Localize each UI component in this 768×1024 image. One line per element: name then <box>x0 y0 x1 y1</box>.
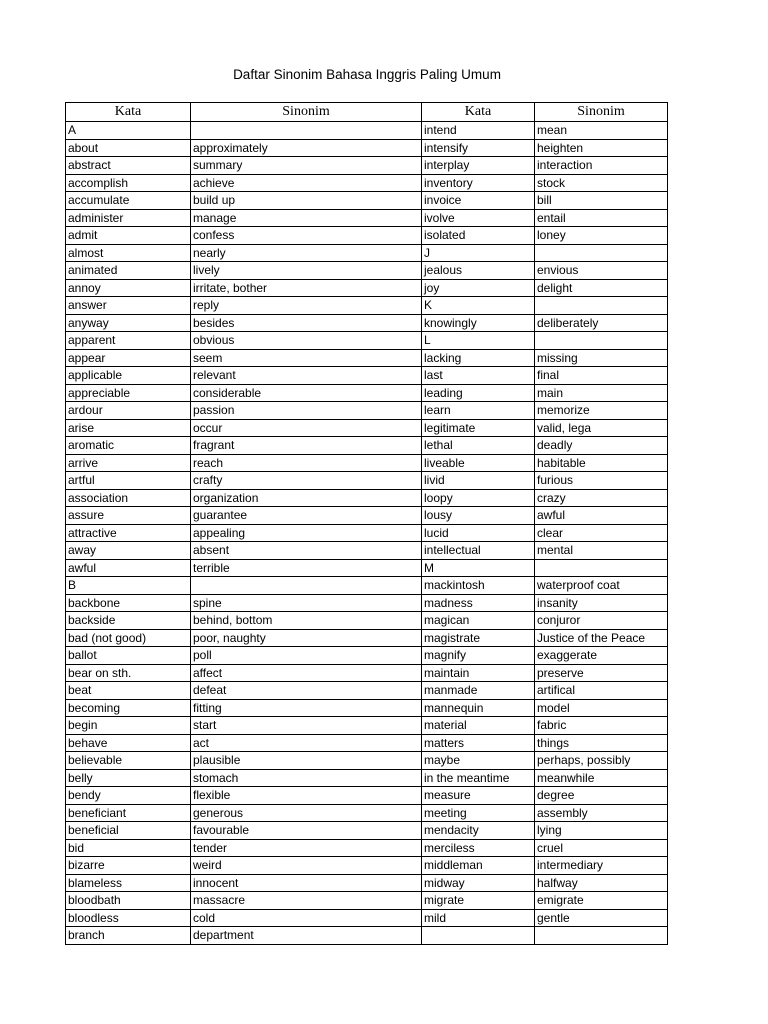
cell-kata-left: accomplish <box>66 174 191 192</box>
table-row <box>66 122 668 140</box>
cell-kata-left: arrive <box>66 454 191 472</box>
cell-sinonim-right: preserve <box>535 664 668 682</box>
cell-sinonim-right: awful <box>535 507 668 525</box>
cell-kata-right: knowingly <box>422 314 535 332</box>
cell-sinonim-left: start <box>191 717 422 735</box>
cell-kata-left: A <box>66 122 191 140</box>
cell-sinonim-left: summary <box>191 157 422 175</box>
cell-kata-right: ivolve <box>422 209 535 227</box>
table-row <box>66 629 668 647</box>
cell-sinonim-left: poll <box>191 647 422 665</box>
cell-kata-left: animated <box>66 262 191 280</box>
cell-sinonim-left: obvious <box>191 332 422 350</box>
table-row <box>66 524 668 542</box>
cell-sinonim-right: missing <box>535 349 668 367</box>
cell-kata-right: intensify <box>422 139 535 157</box>
cell-sinonim-right: valid, lega <box>535 419 668 437</box>
table-row <box>66 349 668 367</box>
cell-sinonim-left: absent <box>191 542 422 560</box>
cell-kata-left: bendy <box>66 787 191 805</box>
table-row <box>66 927 668 945</box>
cell-sinonim-right: interaction <box>535 157 668 175</box>
cell-sinonim-left: innocent <box>191 874 422 892</box>
cell-kata-right: learn <box>422 402 535 420</box>
table-row <box>66 804 668 822</box>
cell-kata-right: mendacity <box>422 822 535 840</box>
cell-kata-right: midway <box>422 874 535 892</box>
cell-sinonim-left: achieve <box>191 174 422 192</box>
cell-kata-left: annoy <box>66 279 191 297</box>
table-row <box>66 384 668 402</box>
cell-kata-left: beneficial <box>66 822 191 840</box>
cell-sinonim-left <box>191 577 422 595</box>
table-row <box>66 139 668 157</box>
table-row <box>66 454 668 472</box>
table-row <box>66 734 668 752</box>
cell-sinonim-left: affect <box>191 664 422 682</box>
cell-kata-right: leading <box>422 384 535 402</box>
table-row <box>66 769 668 787</box>
table-row <box>66 437 668 455</box>
cell-kata-left: believable <box>66 752 191 770</box>
cell-sinonim-left: lively <box>191 262 422 280</box>
cell-sinonim-right: deadly <box>535 437 668 455</box>
cell-sinonim-left: occur <box>191 419 422 437</box>
cell-sinonim-right: waterproof coat <box>535 577 668 595</box>
table-row <box>66 244 668 262</box>
table-row <box>66 402 668 420</box>
cell-kata-left: answer <box>66 297 191 315</box>
cell-sinonim-right: halfway <box>535 874 668 892</box>
cell-sinonim-left: flexible <box>191 787 422 805</box>
cell-sinonim-right: habitable <box>535 454 668 472</box>
cell-sinonim-right: memorize <box>535 402 668 420</box>
table-row <box>66 227 668 245</box>
cell-sinonim-left: irritate, bother <box>191 279 422 297</box>
table-row <box>66 874 668 892</box>
cell-kata-right: manmade <box>422 682 535 700</box>
cell-sinonim-left: act <box>191 734 422 752</box>
cell-sinonim-right: perhaps, possibly <box>535 752 668 770</box>
cell-kata-left: bloodbath <box>66 892 191 910</box>
table-header-row <box>66 103 668 122</box>
table-row <box>66 507 668 525</box>
cell-kata-left: abstract <box>66 157 191 175</box>
cell-sinonim-left: stomach <box>191 769 422 787</box>
cell-kata-left: beat <box>66 682 191 700</box>
cell-kata-right: meeting <box>422 804 535 822</box>
cell-sinonim-left: nearly <box>191 244 422 262</box>
cell-kata-left: apparent <box>66 332 191 350</box>
cell-kata-right: lethal <box>422 437 535 455</box>
cell-sinonim-right: degree <box>535 787 668 805</box>
cell-kata-right: maintain <box>422 664 535 682</box>
table-row <box>66 577 668 595</box>
cell-kata-left: away <box>66 542 191 560</box>
cell-kata-right: intellectual <box>422 542 535 560</box>
cell-kata-left: accumulate <box>66 192 191 210</box>
cell-sinonim-right <box>535 297 668 315</box>
table-row <box>66 594 668 612</box>
cell-kata-right: livid <box>422 472 535 490</box>
cell-kata-left: ballot <box>66 647 191 665</box>
cell-sinonim-right: artifical <box>535 682 668 700</box>
cell-kata-right: merciless <box>422 839 535 857</box>
cell-kata-left: backside <box>66 612 191 630</box>
cell-kata-right: L <box>422 332 535 350</box>
cell-kata-left: beneficiant <box>66 804 191 822</box>
cell-sinonim-right: envious <box>535 262 668 280</box>
cell-kata-right: isolated <box>422 227 535 245</box>
cell-kata-right: matters <box>422 734 535 752</box>
cell-sinonim-right: bill <box>535 192 668 210</box>
cell-kata-right: middleman <box>422 857 535 875</box>
cell-kata-left: appreciable <box>66 384 191 402</box>
cell-sinonim-right <box>535 332 668 350</box>
cell-sinonim-left: favourable <box>191 822 422 840</box>
header-kata-left: Kata <box>66 103 191 122</box>
table-row <box>66 699 668 717</box>
table-row <box>66 157 668 175</box>
table-row <box>66 209 668 227</box>
header-sinonim-right: Sinonim <box>535 103 668 122</box>
cell-kata-left: bear on sth. <box>66 664 191 682</box>
table-row <box>66 332 668 350</box>
cell-kata-left: anyway <box>66 314 191 332</box>
cell-kata-right: mannequin <box>422 699 535 717</box>
table-row <box>66 174 668 192</box>
cell-sinonim-left: relevant <box>191 367 422 385</box>
table-row <box>66 822 668 840</box>
cell-kata-left: bid <box>66 839 191 857</box>
cell-kata-right: material <box>422 717 535 735</box>
cell-sinonim-right: crazy <box>535 489 668 507</box>
cell-kata-left: aromatic <box>66 437 191 455</box>
cell-kata-right: M <box>422 559 535 577</box>
cell-kata-right: migrate <box>422 892 535 910</box>
table-row <box>66 682 668 700</box>
cell-sinonim-left: crafty <box>191 472 422 490</box>
cell-kata-left: backbone <box>66 594 191 612</box>
cell-kata-left: assure <box>66 507 191 525</box>
cell-sinonim-left: guarantee <box>191 507 422 525</box>
cell-kata-right: measure <box>422 787 535 805</box>
cell-kata-right: in the meantime <box>422 769 535 787</box>
cell-kata-left: appear <box>66 349 191 367</box>
cell-sinonim-right: mental <box>535 542 668 560</box>
table-row <box>66 542 668 560</box>
cell-sinonim-left: cold <box>191 909 422 927</box>
cell-kata-left: attractive <box>66 524 191 542</box>
cell-sinonim-left: behind, bottom <box>191 612 422 630</box>
cell-kata-right: mild <box>422 909 535 927</box>
cell-kata-left: association <box>66 489 191 507</box>
cell-kata-left: bloodless <box>66 909 191 927</box>
table-row <box>66 909 668 927</box>
cell-kata-left: begin <box>66 717 191 735</box>
cell-sinonim-left: appealing <box>191 524 422 542</box>
cell-sinonim-right: conjuror <box>535 612 668 630</box>
cell-kata-right: interplay <box>422 157 535 175</box>
header-sinonim-left: Sinonim <box>191 103 422 122</box>
cell-sinonim-left: considerable <box>191 384 422 402</box>
cell-sinonim-left: generous <box>191 804 422 822</box>
cell-sinonim-left: organization <box>191 489 422 507</box>
table-row <box>66 839 668 857</box>
cell-kata-left: administer <box>66 209 191 227</box>
cell-kata-left: arise <box>66 419 191 437</box>
cell-sinonim-left: approximately <box>191 139 422 157</box>
cell-sinonim-right: exaggerate <box>535 647 668 665</box>
page-title: Daftar Sinonim Bahasa Inggris Paling Umum <box>233 67 501 82</box>
cell-sinonim-right: furious <box>535 472 668 490</box>
cell-sinonim-left: besides <box>191 314 422 332</box>
cell-sinonim-right: emigrate <box>535 892 668 910</box>
cell-sinonim-right: main <box>535 384 668 402</box>
cell-sinonim-right: stock <box>535 174 668 192</box>
cell-kata-right: maybe <box>422 752 535 770</box>
cell-kata-right: magistrate <box>422 629 535 647</box>
cell-kata-left: belly <box>66 769 191 787</box>
cell-sinonim-left: terrible <box>191 559 422 577</box>
cell-sinonim-right: mean <box>535 122 668 140</box>
table-row <box>66 192 668 210</box>
cell-sinonim-right: meanwhile <box>535 769 668 787</box>
cell-sinonim-right: loney <box>535 227 668 245</box>
cell-sinonim-left: build up <box>191 192 422 210</box>
cell-sinonim-right: Justice of the Peace <box>535 629 668 647</box>
table-row <box>66 472 668 490</box>
cell-sinonim-right <box>535 244 668 262</box>
cell-kata-right: lousy <box>422 507 535 525</box>
cell-kata-left: ardour <box>66 402 191 420</box>
cell-kata-left: becoming <box>66 699 191 717</box>
cell-kata-left: behave <box>66 734 191 752</box>
cell-sinonim-right: fabric <box>535 717 668 735</box>
cell-sinonim-left: defeat <box>191 682 422 700</box>
cell-kata-right: K <box>422 297 535 315</box>
cell-kata-left: bizarre <box>66 857 191 875</box>
table-row <box>66 297 668 315</box>
cell-kata-left: admit <box>66 227 191 245</box>
synonym-table <box>65 102 668 945</box>
cell-sinonim-left: passion <box>191 402 422 420</box>
cell-sinonim-left: reply <box>191 297 422 315</box>
table-row <box>66 419 668 437</box>
cell-sinonim-left: massacre <box>191 892 422 910</box>
cell-kata-right: mackintosh <box>422 577 535 595</box>
cell-sinonim-right: deliberately <box>535 314 668 332</box>
cell-sinonim-left <box>191 122 422 140</box>
cell-sinonim-right: model <box>535 699 668 717</box>
cell-kata-left: branch <box>66 927 191 945</box>
cell-sinonim-left: spine <box>191 594 422 612</box>
cell-kata-right: last <box>422 367 535 385</box>
cell-sinonim-left: department <box>191 927 422 945</box>
cell-sinonim-right: entail <box>535 209 668 227</box>
cell-kata-left: about <box>66 139 191 157</box>
cell-sinonim-left: poor, naughty <box>191 629 422 647</box>
table-row <box>66 612 668 630</box>
header-kata-right: Kata <box>422 103 535 122</box>
cell-kata-right: madness <box>422 594 535 612</box>
cell-sinonim-left: plausible <box>191 752 422 770</box>
table-row <box>66 752 668 770</box>
cell-sinonim-left: fragrant <box>191 437 422 455</box>
cell-kata-right: inventory <box>422 174 535 192</box>
cell-sinonim-right: insanity <box>535 594 668 612</box>
cell-kata-left: artful <box>66 472 191 490</box>
table-row <box>66 717 668 735</box>
table-row <box>66 314 668 332</box>
cell-sinonim-right <box>535 559 668 577</box>
cell-kata-left: B <box>66 577 191 595</box>
cell-sinonim-left: reach <box>191 454 422 472</box>
cell-kata-right: liveable <box>422 454 535 472</box>
cell-kata-left: awful <box>66 559 191 577</box>
cell-sinonim-right: gentle <box>535 909 668 927</box>
cell-kata-left: bad (not good) <box>66 629 191 647</box>
table-body <box>66 122 668 945</box>
cell-kata-right <box>422 927 535 945</box>
cell-kata-right: lacking <box>422 349 535 367</box>
cell-kata-right: J <box>422 244 535 262</box>
cell-sinonim-right: things <box>535 734 668 752</box>
table-row <box>66 367 668 385</box>
table-row <box>66 857 668 875</box>
cell-sinonim-right: assembly <box>535 804 668 822</box>
cell-sinonim-left: weird <box>191 857 422 875</box>
cell-sinonim-left: fitting <box>191 699 422 717</box>
cell-kata-right: loopy <box>422 489 535 507</box>
cell-kata-right: intend <box>422 122 535 140</box>
table-row <box>66 489 668 507</box>
cell-sinonim-right: clear <box>535 524 668 542</box>
cell-sinonim-left: confess <box>191 227 422 245</box>
cell-sinonim-right: lying <box>535 822 668 840</box>
cell-sinonim-left: manage <box>191 209 422 227</box>
cell-kata-left: applicable <box>66 367 191 385</box>
table-row <box>66 787 668 805</box>
table-row <box>66 262 668 280</box>
table-row <box>66 559 668 577</box>
cell-kata-right: joy <box>422 279 535 297</box>
cell-kata-right: lucid <box>422 524 535 542</box>
cell-kata-left: blameless <box>66 874 191 892</box>
table-row <box>66 892 668 910</box>
cell-sinonim-left: seem <box>191 349 422 367</box>
cell-kata-right: jealous <box>422 262 535 280</box>
cell-sinonim-right: heighten <box>535 139 668 157</box>
cell-sinonim-right: final <box>535 367 668 385</box>
cell-sinonim-left: tender <box>191 839 422 857</box>
cell-sinonim-right: intermediary <box>535 857 668 875</box>
cell-kata-left: almost <box>66 244 191 262</box>
table-row <box>66 664 668 682</box>
cell-kata-right: legitimate <box>422 419 535 437</box>
cell-sinonim-right: cruel <box>535 839 668 857</box>
table-row <box>66 647 668 665</box>
cell-sinonim-right: delight <box>535 279 668 297</box>
cell-kata-right: magican <box>422 612 535 630</box>
table-row <box>66 279 668 297</box>
cell-kata-right: magnify <box>422 647 535 665</box>
cell-kata-right: invoice <box>422 192 535 210</box>
cell-sinonim-right <box>535 927 668 945</box>
